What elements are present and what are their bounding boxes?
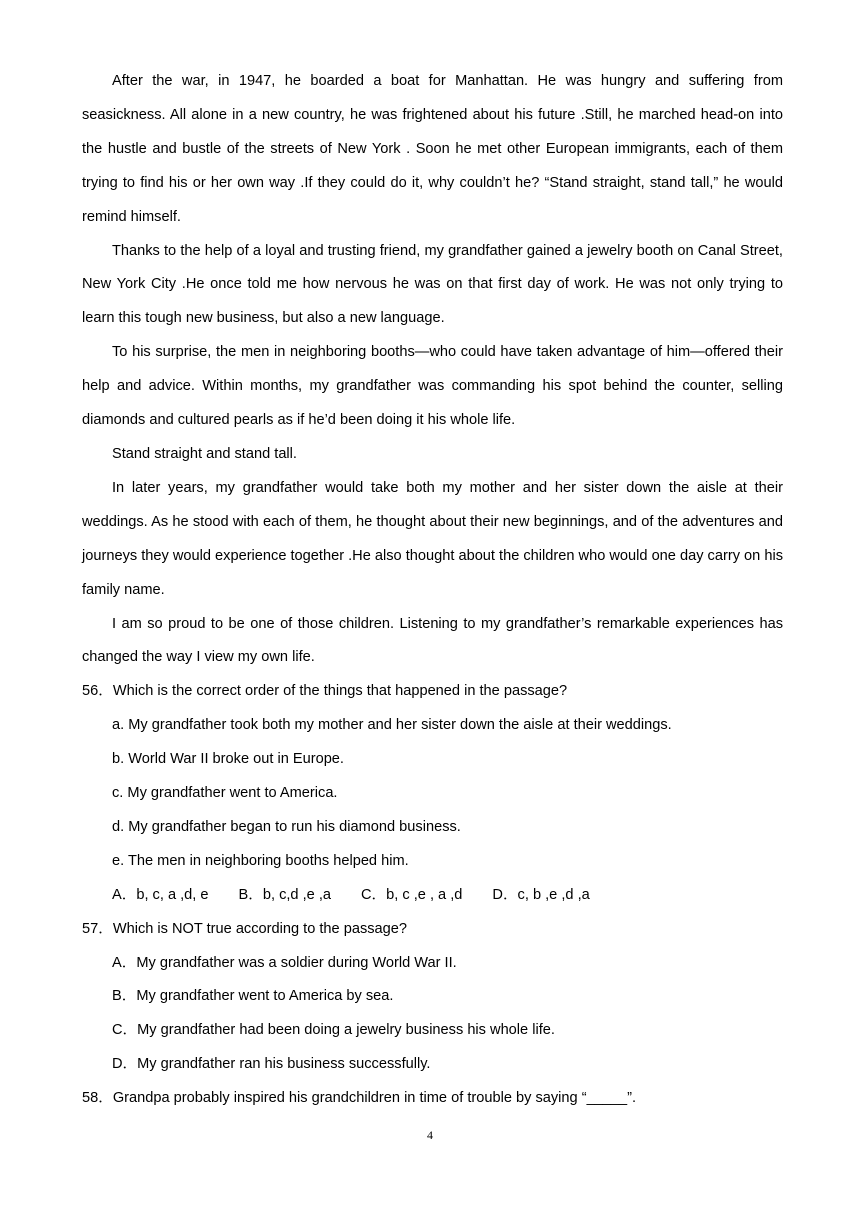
question-text: Which is NOT true according to the passage? [112,920,408,937]
event-option: c. My grandfather went to America. [112,785,338,802]
answer-choice: C．My grandfather had been doing a jewelry business his whole life. [112,1022,555,1039]
exam-page-content [82,65,783,1116]
question-stem [82,913,783,947]
event-option: d. My grandfather began to run his diamond business. [112,818,461,835]
reading-passage [82,65,783,675]
passage-paragraph: Thanks to the help of a loyal and trusting friend, my grandfather gained a jewelry booth on Canal Street, New York City .He once told me how nervous he was on that first day of work. He was not only trying to learn this tough new business, but also a new language. [82,242,783,327]
event-option: e. The men in neighboring booths helped him. [112,852,409,869]
question-number: 57． [82,920,113,937]
answer-choice: D．c, b ,e ,d ,a [492,886,590,903]
question-57 [82,913,783,1083]
event-option: b. World War II broke out in Europe. [112,751,344,768]
passage-paragraph: In later years, my grandfather would take both my mother and her sister down the aisle at their weddings. As he stood with each of them, he thought about their new beginnings, and of the adventures and journeys they would experience together .He also thought about the children who would one day carry on his family name. [82,479,783,598]
question-text: Which is the correct order of the things that happened in the passage? [112,683,568,700]
answer-choice: A．My grandfather was a soldier during World War II. [112,954,457,971]
question-number: 56． [82,683,113,700]
answer-choices [82,879,783,913]
question-stem [82,1082,783,1116]
answer-choice: B．b, c,d ,e ,a [238,886,332,903]
question-text: Grandpa probably inspired his grandchildren in time of trouble by saying “_____”. [112,1090,637,1107]
passage-paragraph: Stand straight and stand tall. [112,445,297,462]
answer-choice: C．b, c ,e , a ,d [361,886,463,903]
answer-choice: A．b, c, a ,d, e [112,886,209,903]
page-number: 4 [427,1128,433,1142]
question-stem [82,675,783,709]
answer-choice: B．My grandfather went to America by sea. [112,988,394,1005]
question-56 [82,675,783,912]
passage-paragraph: After the war, in 1947, he boarded a boat for Manhattan. He was hungry and suffering from seasickness. All alone in a new country, he was frightened about his future .Still, he marched head-on into the hustle and bustle of the streets of New York . Soon he met other European immigrants, each of them trying to find his or her own way .If they could do it, why couldn’t he? “Stand straight, stand tall,” he would remind himself. [82,73,783,225]
passage-paragraph: I am so proud to be one of those children. Listening to my grandfather’s remarkable experiences has changed the way I view my own life. [82,615,783,666]
question-number: 58． [82,1090,113,1107]
passage-paragraph: To his surprise, the men in neighboring booths—who could have taken advantage of him—offered their help and advice. Within months, my grandfather was commanding his spot behind the counter, selling diamonds and cultured pearls as if he’d been doing it his whole life. [82,344,783,429]
answer-choice: D．My grandfather ran his business successfully. [112,1056,431,1073]
question-58 [82,1082,783,1116]
event-option: a. My grandfather took both my mother and her sister down the aisle at their weddings. [112,717,672,734]
